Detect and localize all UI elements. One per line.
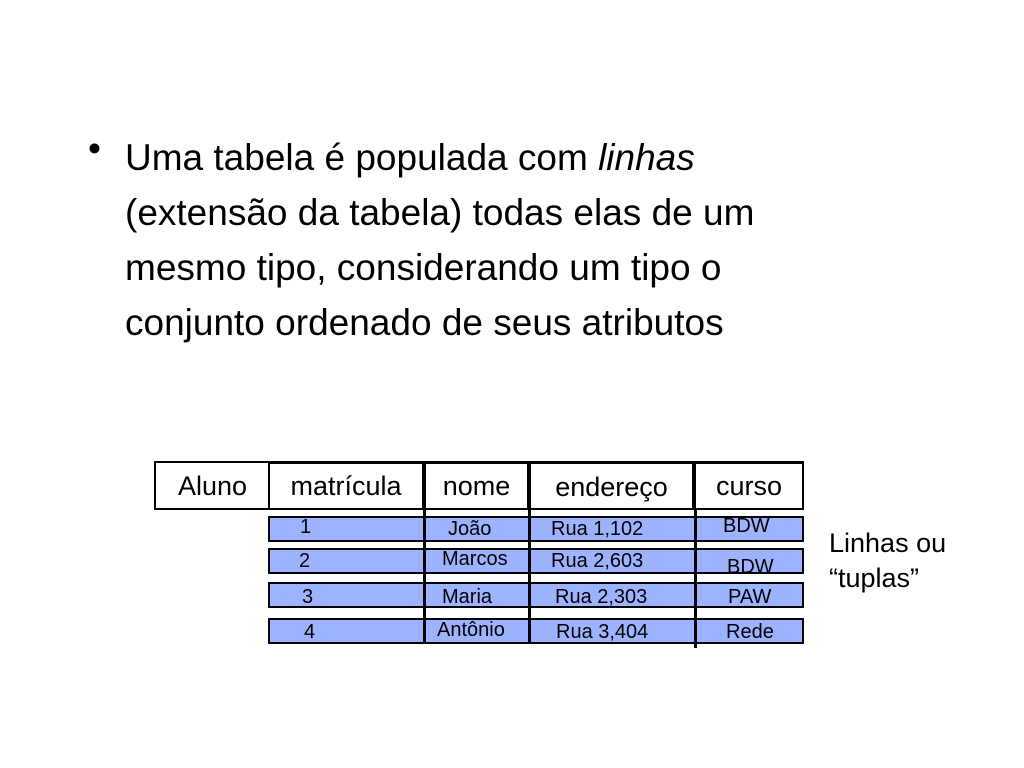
paragraph-line-4: conjunto ordenado de seus atributos bbox=[125, 302, 724, 343]
column-separator bbox=[694, 510, 697, 648]
cell-nome: Marcos bbox=[442, 548, 508, 570]
header-curso: curso bbox=[694, 462, 804, 510]
cell-curso: BDW bbox=[727, 556, 774, 578]
cell-matricula: 3 bbox=[302, 586, 314, 608]
cell-nome: João bbox=[448, 518, 492, 540]
table-name-label: Aluno bbox=[178, 471, 248, 501]
header-matricula: matrícula bbox=[268, 462, 424, 510]
cell-matricula: 4 bbox=[304, 621, 316, 643]
cell-endereco: Rua 2,303 bbox=[555, 586, 648, 608]
cell-curso: BDW bbox=[723, 515, 770, 537]
rows-note bbox=[829, 526, 946, 596]
paragraph-line-1-text: Uma tabela é populada com bbox=[125, 137, 599, 178]
paragraph-line-2: (extensão da tabela) todas elas de um bbox=[125, 192, 755, 233]
paragraph-line-3: mesmo tipo, considerando um tipo o bbox=[125, 247, 722, 288]
cell-endereco: Rua 3,404 bbox=[556, 621, 649, 643]
column-separator bbox=[528, 510, 531, 644]
rows-note-line-2: “tuplas” bbox=[829, 563, 920, 593]
bullet-paragraph bbox=[125, 130, 925, 350]
table-row bbox=[268, 618, 804, 644]
cell-endereco: Rua 1,102 bbox=[551, 518, 644, 540]
table-row bbox=[268, 582, 804, 608]
column-separator bbox=[423, 510, 426, 644]
cell-curso: PAW bbox=[728, 586, 772, 608]
emphasis-linhas: linhas bbox=[598, 137, 695, 178]
header-endereco: endereço bbox=[529, 462, 694, 510]
cell-matricula: 2 bbox=[299, 550, 311, 572]
cell-matricula: 1 bbox=[300, 516, 312, 538]
paragraph-line-1 bbox=[125, 130, 925, 185]
header-nome: nome bbox=[424, 462, 529, 510]
cell-curso: Rede bbox=[726, 621, 774, 643]
cell-nome: Maria bbox=[442, 586, 493, 608]
cell-endereco: Rua 2,603 bbox=[551, 550, 644, 572]
bullet-marker: • bbox=[88, 128, 101, 169]
rows-note-line-1: Linhas ou bbox=[829, 528, 947, 558]
table-row bbox=[268, 548, 804, 574]
cell-nome: Antônio bbox=[437, 619, 505, 641]
